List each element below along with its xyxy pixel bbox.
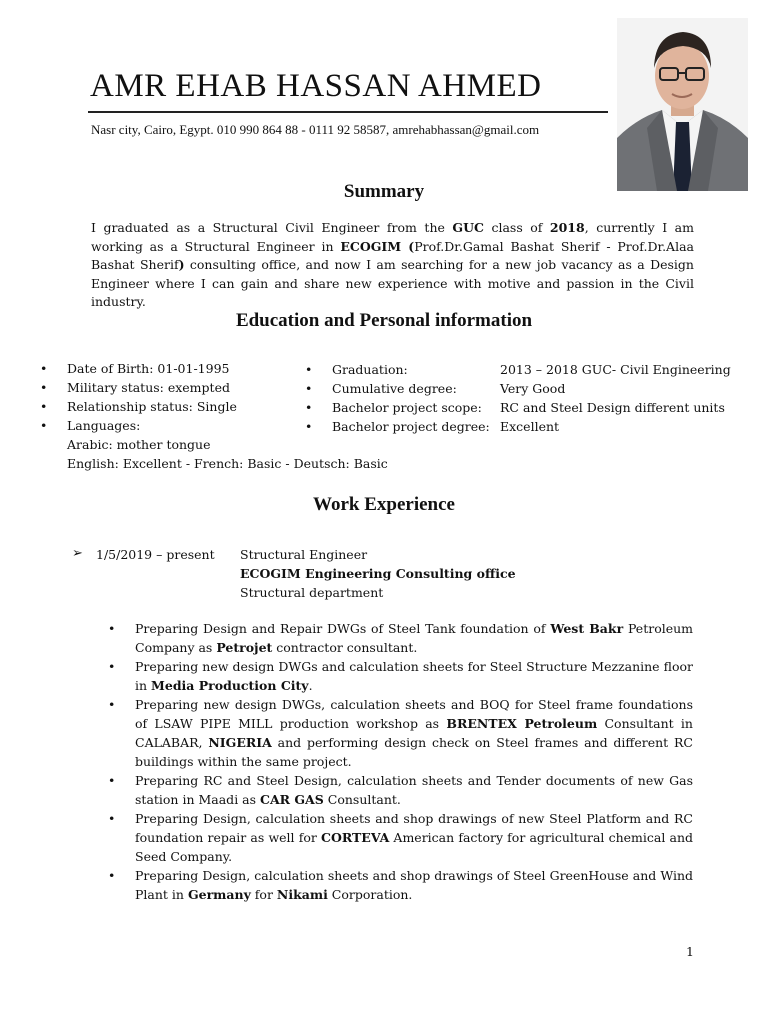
list-item: • Relationship status: Single xyxy=(40,399,237,414)
bold-text: Petrojet xyxy=(216,640,273,655)
text-run: , currently I am working as a Structural Engineer in xyxy=(91,220,694,254)
list-item: • Bachelor project scope: RC and Steel Design different units xyxy=(305,400,725,415)
bold-text: ECOGIM ( xyxy=(340,238,415,254)
summary-paragraph xyxy=(91,219,694,312)
work-experience-heading: Work Experience xyxy=(313,494,455,515)
text-run: . xyxy=(308,678,313,693)
text-run: for xyxy=(250,887,277,902)
language-arabic: Arabic: mother tongue xyxy=(67,437,211,452)
bold-text: GUC xyxy=(452,220,484,235)
profile-photo xyxy=(617,18,748,191)
text-run: Petroleum Company as xyxy=(135,621,694,655)
text-run: contractor consultant. xyxy=(272,640,418,655)
job-title: Structural Engineer xyxy=(240,547,368,562)
text-run: Prof.Dr.Gamal Bashat Sherif - Prof.Dr.Alaa Bashat Sherif xyxy=(91,238,694,272)
list-item: • Bachelor project degree: Excellent xyxy=(305,419,560,434)
bullet-icon: • xyxy=(108,659,116,674)
bullet-icon: • xyxy=(108,773,116,788)
bullet-icon: • xyxy=(40,399,48,414)
job-date: 1/5/2019 – present xyxy=(96,547,215,562)
list-item: • Military status: exempted xyxy=(40,380,230,395)
bullet-icon: • xyxy=(305,400,313,415)
list-item: • Date of Birth: 01-01-1995 xyxy=(40,361,230,376)
text-run: Preparing Design, calculation sheets and shop drawings of new Steel Platform and RC foundation repair as well for xyxy=(135,811,693,845)
bold-text: BRENTEX Petroleum xyxy=(446,716,598,731)
bold-text: NIGERIA xyxy=(208,735,272,750)
text-run: Preparing RC and Steel Design, calculation sheets and Tender documents of new Gas station in Maadi as xyxy=(135,773,693,807)
bullet-icon: • xyxy=(108,868,116,883)
list-item xyxy=(108,619,694,657)
text-run: Preparing Design, calculation sheets and shop drawings of Steel GreenHouse and Wind Plant in xyxy=(135,868,693,902)
bold-text: Nikami xyxy=(276,887,328,902)
candidate-name: AMR EHAB HASSAN AHMED xyxy=(90,68,542,104)
bold-text: CORTEVA xyxy=(321,830,390,845)
bullet-icon: • xyxy=(305,419,313,434)
text-run: class of xyxy=(483,220,550,235)
text-run: Corporation. xyxy=(327,887,413,902)
text-run: Preparing Design and Repair DWGs of Steel Tank foundation of xyxy=(135,621,551,636)
list-item xyxy=(108,657,693,695)
text-run: Consultant in CALABAR, xyxy=(135,716,693,750)
list-item xyxy=(108,695,693,771)
text-run: and performing design check on Steel frames and different RC buildings within the same project. xyxy=(135,735,693,769)
text-run: Preparing new design DWGs, calculation sheets and BOQ for Steel frame foundations of LSAW PIPE MILL production workshop as xyxy=(135,697,693,731)
text-run: consulting office, and now I am searching for a new job vacancy as a Design Engineer where I can gain and share new experience with motive and passion in the Civil industry. xyxy=(91,257,694,309)
job-company: ECOGIM Engineering Consulting office xyxy=(240,566,516,581)
list-item: • Cumulative degree: Very Good xyxy=(305,381,566,396)
text-run: I graduated as a Structural Civil Engineer from the xyxy=(91,220,453,235)
bullet-icon: • xyxy=(40,380,48,395)
summary-heading: Summary xyxy=(343,181,425,202)
text-run: American factory for agricultural chemical and Seed Company. xyxy=(135,830,694,864)
personal-info-list xyxy=(40,359,237,435)
list-item: • Graduation: 2013 – 2018 GUC- Civil Engineering xyxy=(305,362,731,377)
job-duties-list xyxy=(108,619,694,904)
page-number: 1 xyxy=(686,944,694,959)
bold-text: 2018 xyxy=(549,220,585,235)
bullet-icon: • xyxy=(108,697,116,712)
job-department: Structural department xyxy=(240,585,384,600)
text-run: Consultant. xyxy=(323,792,401,807)
education-heading: Education and Personal information xyxy=(235,310,533,331)
education-info-list xyxy=(305,360,731,436)
bullet-icon: • xyxy=(108,621,116,636)
name-underline xyxy=(88,111,608,113)
list-item: • Languages: xyxy=(40,418,141,433)
bold-text: West Bakr xyxy=(550,621,624,636)
language-others: English: Excellent - French: Basic - Deutsch: Basic xyxy=(67,456,388,471)
bullet-icon: • xyxy=(305,362,313,377)
list-item xyxy=(108,809,694,866)
list-item xyxy=(108,866,693,904)
list-item xyxy=(108,771,693,809)
bullet-icon: • xyxy=(40,361,48,376)
bullet-icon: • xyxy=(40,418,48,433)
arrow-bullet-icon: ➢ xyxy=(72,546,83,561)
bold-text: Media Production City xyxy=(151,678,309,693)
text-run: Preparing new design DWGs and calculation sheets for Steel Structure Mezzanine floor in xyxy=(135,659,693,693)
bullet-icon: • xyxy=(305,381,313,396)
bold-text: Germany xyxy=(187,887,251,902)
bold-text: CAR GAS xyxy=(260,792,324,807)
bullet-icon: • xyxy=(108,811,116,826)
bold-text: ) xyxy=(178,257,185,272)
contact-info: Nasr city, Cairo, Egypt. 010 990 864 88 - 0111 92 58587, amrehabhassan@gmail.com xyxy=(91,122,540,137)
